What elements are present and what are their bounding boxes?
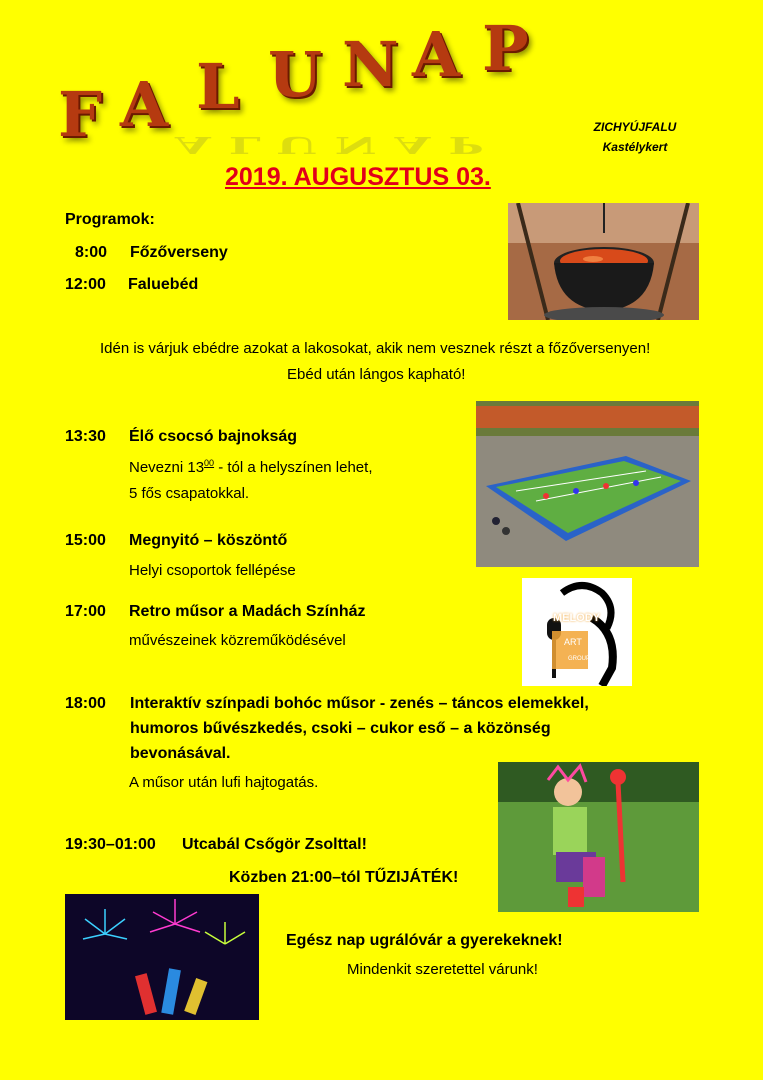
program-title: Interaktív színpadi bohóc műsor - zenés – táncos elemekkel, [130,695,589,712]
lunch-note: Ebéd után lángos kapható! [287,366,466,383]
program-detail: Helyi csoportok fellépése [129,562,296,579]
program-title: Élő csocsó bajnokság [129,428,298,445]
logo-illustration [522,578,632,686]
lunch-note: Idén is várjuk ebédre azokat a lakosokat, akik nem vesznek részt a főzőversenyen! [100,340,651,357]
cauldron-illustration [508,203,699,320]
event-date: 2019. AUGUSZTUS 03. [225,163,491,191]
logo-word: ART [564,637,582,647]
fireworks-illustration [65,894,259,1020]
program-time: 15:00 [65,532,106,549]
organizer-block [585,120,685,154]
organizer-venue: Kastélykert [602,140,668,154]
program-detail: 5 fős csapatokkal. [129,485,250,502]
program-detail: A műsor után lufi hajtogatás. [129,774,319,791]
program-time: 19:30–01:00 [65,836,156,853]
program-time: 8:00 [75,244,108,261]
detail-superscript: 00 [204,458,215,468]
title-letter: P [482,12,529,85]
human-foosball-photo [476,401,699,567]
program-time: 13:30 [65,428,106,445]
program-detail [129,458,373,476]
closing-text: Egész nap ugrálóvár a gyerekeknek! [286,932,563,949]
organizer-place: ZICHYÚJFALU [593,120,677,134]
logo-word: GROUP [568,656,591,662]
program-detail: művészeinek közreműködésével [129,632,346,649]
title-reflection: ALUNAP [175,131,501,159]
closing-text: Mindenkit szeretettel várunk! [347,961,538,978]
clown-photo [498,762,699,912]
title-letter: U [268,38,323,111]
program-title: Retro műsor a Madách Színház [129,603,366,620]
title-letter: L [196,50,240,123]
program-title: bevonásával. [130,745,231,762]
clown-illustration [498,762,699,912]
program-detail: Közben 21:00–tól TŰZIJÁTÉK! [229,869,459,886]
fireworks-photo [65,894,259,1020]
title-letter: A [412,18,461,91]
melody-art-logo [522,578,632,686]
program-title: Főzőverseny [130,244,228,261]
detail-text: - tól a helyszínen lehet, [214,459,373,476]
title-letter: N [342,28,399,101]
program-title: Utcabál Csőgör Zsolttal! [182,836,367,853]
title-letter: A [120,68,169,141]
program-time: 12:00 [65,276,106,293]
detail-text: Nevezni 13 [129,459,205,476]
program-title: Megnyitó – köszöntő [129,532,288,549]
title-letter: F [58,78,103,151]
program-time: 17:00 [65,603,106,620]
logo-word: MELODY [553,612,601,624]
programs-heading: Programok: [65,211,155,228]
program-time: 18:00 [65,695,106,712]
program-title: Faluebéd [128,276,199,293]
foosball-illustration [476,401,699,567]
cauldron-photo [508,203,699,320]
program-title: humoros bűvészkedés, csoki – cukor eső – a közönség [130,720,551,737]
